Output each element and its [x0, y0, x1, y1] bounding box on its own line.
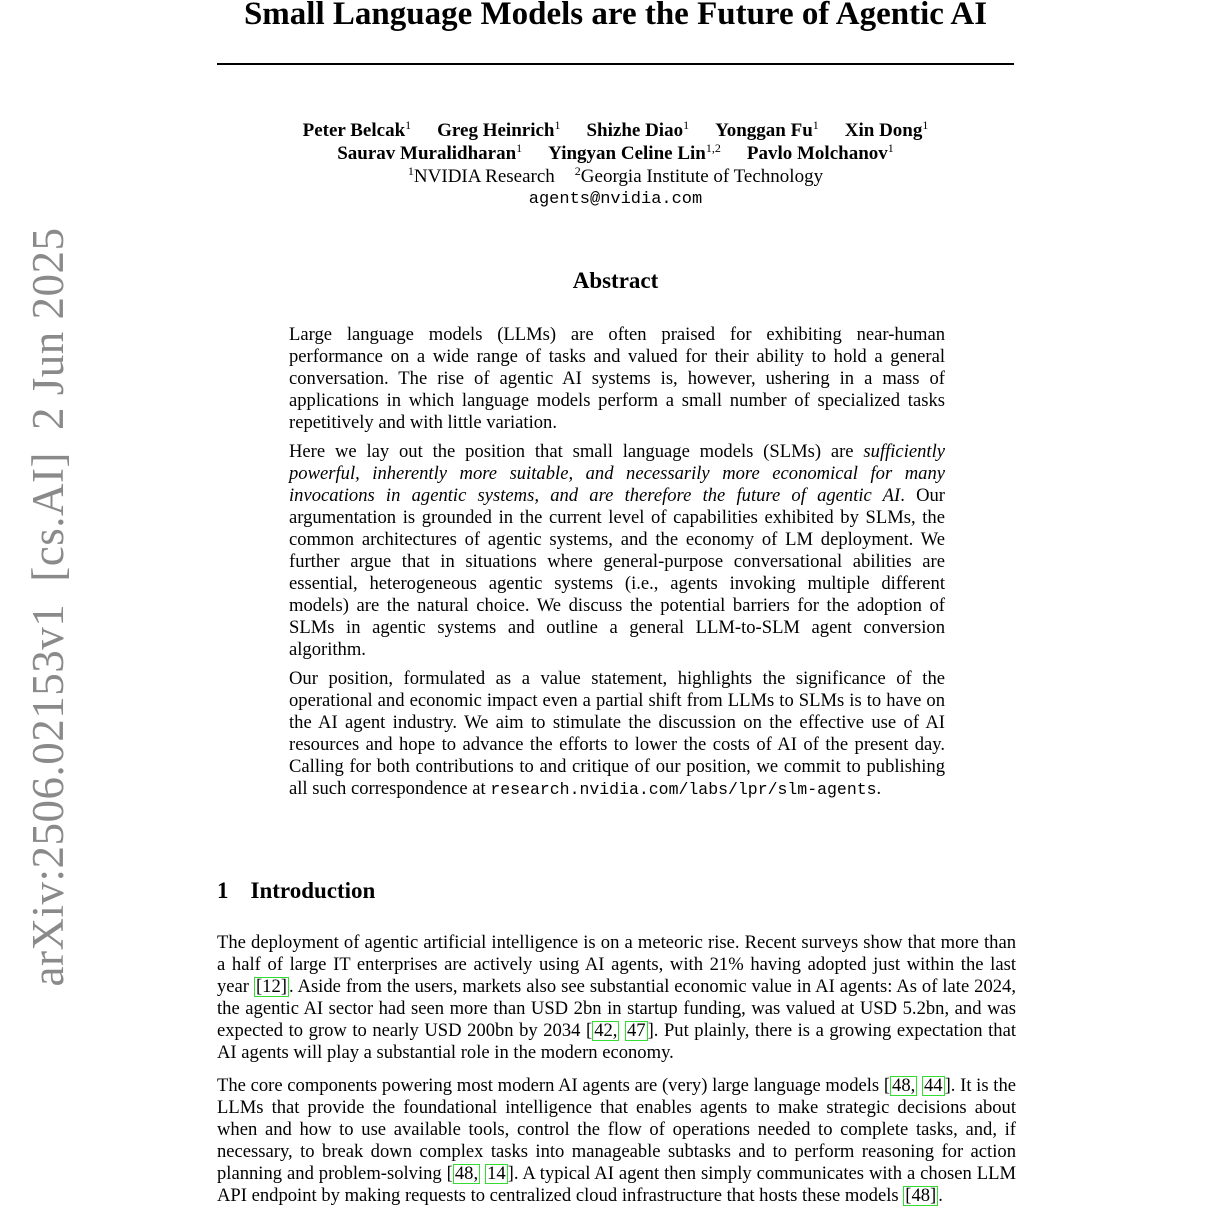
- paper-title: Small Language Models are the Future of Agentic AI: [243, 0, 988, 32]
- abstract-emphasis: sufficiently powerful, inherently more suitable, and necessarily more economical for many invocations in agentic systems, and are therefore the future of agentic AI: [289, 441, 945, 506]
- section-title: Introduction: [250, 878, 376, 903]
- author-name: Greg Heinrich$^1$: [437, 118, 561, 141]
- abstract-paragraph: Here we lay out the position that small language models (SLMs) are sufficiently powerful, inherently more suitable, and necessarily more economical for many invocations in agentic systems, and are therefore the future of agentic AI. Our argumentation is grounded in the current level of capabilities exhibited by SLMs, the common architectures of agentic systems, and the economy of LM deployment. We further argue that in situations where general-purpose conversational abilities are essential, heterogeneous agentic systems (i.e., agents invoking multiple different models) are the natural choice. We discuss the potential barriers for the adoption of SLMs in agentic systems and outline a general LLM-to-SLM agent conversion algorithm.: [289, 441, 946, 660]
- abstract-paragraph: Our position, formulated as a value statement, highlights the significance of the operational and economic impact even a partial shift from LLMs to SLMs is to have on the AI agent industry. We aim to stimulate the discussion on the effective use of AI resources and hope to advance the efforts to lower the costs of AI of the present day. Calling for both contributions to and critique of our position, we commit to publishing all such correspondence at research.nvidia.com/labs/lpr/slm-agents.: [289, 668, 945, 799]
- body-paragraph: The core components powering most modern AI agents are (very) large language models [ 48, 44 ]. It is the LLMs that provide the foundational intelligence that enables agents to make strategic decisions about when and how to use available tools, control the flow of operations needed to complete tasks, and, if necessary, to break down complex tasks into manageable subtasks and to perform reasoning for action planning and problem-solving [ 48, 14 ]. A typical AI agent then simply communicates with a chosen LLM API endpoint by making requests to centralized cloud infrastructure that hosts these models [48] .: [217, 1075, 1016, 1206]
- title-rule: [217, 63, 1014, 65]
- author-name: Xin Dong$^1$: [844, 118, 929, 141]
- author-block: [217, 119, 1014, 211]
- citation-link[interactable]: 14: [487, 1163, 506, 1184]
- citation-link[interactable]: 47: [626, 1020, 646, 1041]
- author-line-2: [217, 142, 1014, 165]
- author-line-1: [217, 119, 1014, 142]
- citation-link[interactable]: [12]: [255, 976, 287, 997]
- arxiv-category: [cs.AI]: [23, 452, 73, 582]
- introduction-body: [217, 932, 1016, 1218]
- arxiv-id[interactable]: arXiv:2506.02153v1: [23, 603, 73, 987]
- author-name: Pavlo Molchanov$^1$: [746, 141, 894, 164]
- affiliation: $^1$NVIDIA Research: [407, 164, 555, 187]
- section-heading-introduction: [217, 877, 375, 905]
- citation-link[interactable]: 48,: [454, 1163, 479, 1184]
- author-name: Saurav Muralidharan$^1$: [337, 141, 523, 164]
- author-name: Peter Belcak$^1$: [302, 118, 412, 141]
- citation-link[interactable]: 44: [924, 1075, 943, 1096]
- arxiv-sidebar-stamp: [22, 206, 74, 987]
- abstract-body: [289, 324, 945, 808]
- section-number: 1: [217, 878, 229, 903]
- author-name: Yonggan Fu$^1$: [715, 118, 819, 141]
- citation-link[interactable]: 42,: [594, 1020, 618, 1041]
- arxiv-date: 2 Jun 2025: [23, 227, 73, 431]
- project-url[interactable]: research.nvidia.com/labs/lpr/slm-agents: [490, 780, 877, 799]
- abstract-heading: Abstract: [572, 268, 659, 293]
- author-name: Shizhe Diao$^1$: [586, 118, 690, 141]
- abstract-paragraph: Large language models (LLMs) are often praised for exhibiting near-human performance on a wide range of tasks and valued for their ability to hold a general conversation. The rise of agentic AI systems is, however, ushering in a mass of applications in which language models perform a small number of specialized tasks repetitively and with little variation.: [289, 324, 945, 433]
- affiliation: $^2$Georgia Institute of Technology: [574, 164, 824, 187]
- body-paragraph: The deployment of agentic artificial intelligence is on a meteoric rise. Recent surveys show that more than a half of large IT enterprises are actively using AI agents, with 21% having adopted just within the last year [12] . Aside from the users, markets also see substantial economic value in AI agents: As of late 2024, the agentic AI sector had seen more than USD 2bn in startup funding, was valued at USD 5.2bn, and was expected to grow to nearly USD 200bn by 2034 [ 42, 47 ]. Put plainly, there is a growing expectation that AI agents will play a substantial role in the modern economy.: [217, 932, 1016, 1063]
- author-name: Yingyan Celine Lin$^{1,2}$: [548, 141, 721, 164]
- affiliations: [217, 165, 1014, 188]
- contact-email[interactable]: agents@nvidia.com: [528, 190, 703, 209]
- citation-link[interactable]: [48]: [905, 1185, 937, 1206]
- citation-link[interactable]: 48,: [892, 1075, 916, 1096]
